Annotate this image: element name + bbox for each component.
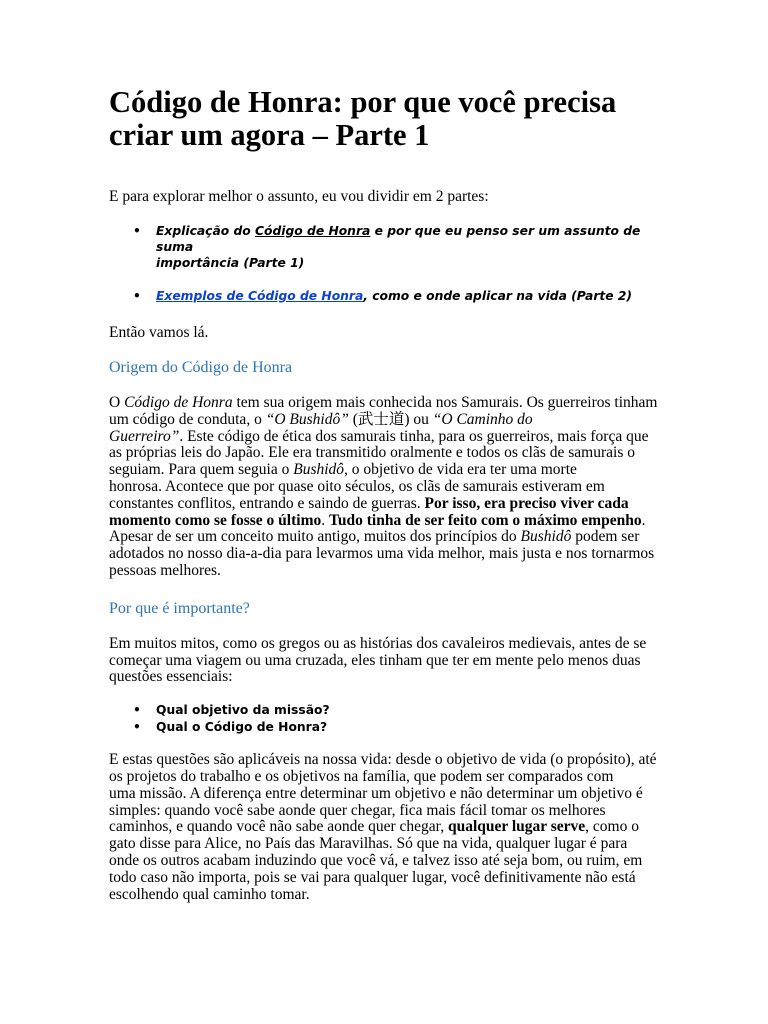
intro-text: E para explorar melhor o assunto, eu vou dividir em 2 partes: bbox=[109, 188, 489, 205]
parts-list bbox=[109, 223, 661, 304]
paragraph-line: começar uma viagem ou uma cruzada, eles tinham que ter em mente pelo menos duas bbox=[109, 651, 641, 669]
list-item bbox=[109, 223, 661, 271]
paragraph-line: pessoas melhores. bbox=[109, 561, 221, 579]
text-italic: Guerreiro” bbox=[109, 427, 180, 445]
part1-post-line1: e por que eu penso ser um assunto de suma bbox=[156, 224, 641, 254]
paragraph-line: os projetos do trabalho e os objetivos na família, que podem ser comparados com bbox=[109, 767, 614, 785]
text: . bbox=[321, 511, 329, 529]
text: constantes conflitos, entrando e saindo de guerras. bbox=[109, 494, 425, 512]
title-line-1: Código de Honra: por que você precisa bbox=[109, 85, 617, 119]
part1-post-line2: importância (Parte 1) bbox=[156, 256, 305, 270]
article-title bbox=[109, 86, 661, 152]
paragraph-line bbox=[109, 412, 661, 429]
paragraph-line: honrosa. Acontece que por quase oito séculos, os clãs de samurais estiveram em bbox=[109, 477, 605, 495]
list-item bbox=[109, 702, 661, 719]
paragraph-line bbox=[109, 395, 661, 412]
title-line-2: criar um agora – Parte 1 bbox=[109, 118, 430, 152]
paragraph-line bbox=[109, 819, 661, 836]
text-bold: Por isso, era preciso viver cada bbox=[424, 494, 629, 512]
paragraph-line: escolhendo qual caminho tomar. bbox=[109, 885, 310, 903]
section-heading-why: Por que é importante? bbox=[109, 599, 250, 617]
paragraph-line bbox=[109, 529, 661, 546]
text: , o objetivo de vida era ter uma morte bbox=[344, 461, 577, 479]
paragraph-line: E estas questões são aplicáveis na nossa vida: desde o objetivo de vida (o propósito), até bbox=[109, 751, 657, 769]
text-bold: qualquer lugar serve bbox=[447, 818, 586, 836]
paragraph-line bbox=[109, 429, 661, 446]
text-italic: “O Bushidô” bbox=[265, 410, 349, 428]
paragraph-line bbox=[109, 462, 661, 479]
text: podem ser bbox=[571, 528, 640, 546]
paragraph-line: simples: quando você sabe aonde quer chegar, fica mais fácil tomar os melhores bbox=[109, 801, 606, 819]
text: (武士道) ou bbox=[348, 410, 433, 428]
text-italic: Código de Honra bbox=[124, 394, 233, 411]
paragraph-line: uma missão. A diferença entre determinar um objetivo e não determinar um objetivo é bbox=[109, 784, 643, 802]
bullet-icon: • bbox=[133, 720, 141, 735]
part1-pre: Explicação do bbox=[156, 224, 255, 238]
paragraph-line: adotados no nosso dia-a-dia para levarmos uma vida melhor, mais justa e nos tornarmos bbox=[109, 545, 655, 563]
text-italic: Bushidô bbox=[520, 528, 572, 546]
part2-link[interactable]: Exemplos de Código de Honra bbox=[156, 289, 364, 303]
paragraph-line: todo caso não importa, pois se vai para qualquer lugar, você definitivamente não está bbox=[109, 868, 636, 886]
origin-paragraph bbox=[109, 395, 661, 580]
text: caminhos, e quando você não sabe aonde quer chegar, bbox=[109, 818, 448, 836]
section-heading-origin: Origem do Código de Honra bbox=[109, 359, 293, 376]
bullet-icon: • bbox=[133, 224, 141, 238]
text: . Este código de ética dos samurais tinha, para os guerreiros, mais força que bbox=[179, 427, 649, 445]
paragraph-line bbox=[109, 496, 661, 513]
text: . bbox=[641, 511, 646, 529]
paragraph-line: gato disse para Alice, no País das Maravilhas. Só que na vida, qualquer lugar é para bbox=[109, 835, 628, 853]
text: , como o bbox=[585, 818, 639, 836]
text: seguiam. Para quem seguia o bbox=[109, 461, 294, 479]
paragraph-line bbox=[109, 513, 661, 530]
article bbox=[109, 86, 661, 903]
list-item bbox=[109, 719, 661, 736]
part1-underlined: Código de Honra bbox=[255, 224, 371, 238]
why-paragraph bbox=[109, 636, 661, 686]
bullet-icon: • bbox=[133, 289, 141, 303]
list-item bbox=[109, 288, 661, 304]
closing-paragraph bbox=[109, 752, 661, 903]
then-text: Então vamos lá. bbox=[109, 324, 209, 341]
text-bold: Tudo tinha de ser feito com o máximo empenho bbox=[328, 511, 642, 529]
text: O bbox=[109, 394, 125, 411]
text: Apesar de ser um conceito muito antigo, muitos dos princípios do bbox=[109, 528, 521, 546]
paragraph-line: as próprias leis do Japão. Ele era transmitido oralmente e todos os clãs de samurais o bbox=[109, 444, 635, 462]
text-italic: Bushidô bbox=[293, 461, 345, 479]
paragraph-line: onde os outros acabam induzindo que você vá, e talvez isso até seja bom, ou ruim, em bbox=[109, 851, 643, 869]
text: tem sua origem mais conhecida nos Samurais. Os guerreiros tinham bbox=[232, 394, 658, 411]
paragraph-line: questões essenciais: bbox=[109, 668, 233, 686]
text-bold: momento como se fosse o último bbox=[109, 511, 322, 529]
text-italic: “O Caminho do bbox=[432, 410, 533, 428]
bullet-icon: • bbox=[133, 703, 141, 718]
paragraph-line: Em muitos mitos, como os gregos ou as histórias dos cavaleiros medievais, antes de se bbox=[109, 634, 647, 652]
questions-list bbox=[109, 702, 661, 736]
text: um código de conduta, o bbox=[109, 410, 266, 428]
part2-post: , como e onde aplicar na vida (Parte 2) bbox=[363, 289, 633, 303]
question-text: Qual objetivo da missão? bbox=[156, 703, 330, 718]
question-text: Qual o Código de Honra? bbox=[156, 720, 328, 735]
